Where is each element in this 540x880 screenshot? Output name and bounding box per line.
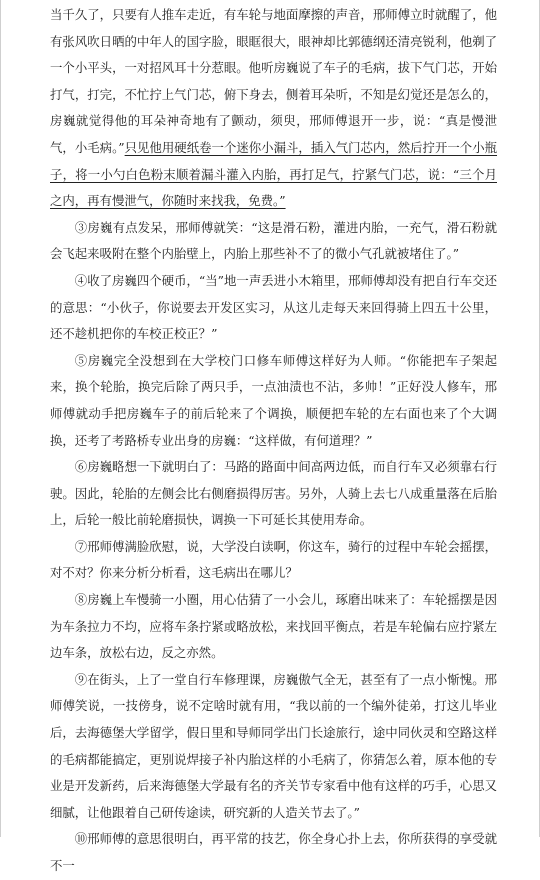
paragraph-3: [50, 215, 497, 268]
paragraph-text: ③房巍有点发呆，邢师傅就笑：“这是滑石粉，灌进内胎，一充气，滑石粉就会飞起来吸附在整个内胎壁上，内胎上那些补不了的微小气孔就被堵住了。”: [50, 219, 497, 262]
paragraph-text: ⑧房巍上车慢骑一小圈，用心估猜了一小会儿，琢磨出味来了：车轮摇摆是因为车条拉力不均，应将车条拧紧或略放松，来找回平衡点，若是车轮偏右应拧紧左边车条，放松右边，反之亦然。: [50, 592, 497, 661]
paragraph-9: [50, 667, 497, 827]
paragraph-8: [50, 587, 497, 667]
paragraph-intro: [50, 2, 497, 215]
paragraph-text: ⑦邢师傅满脸欣慰，说，大学没白读啊，你这车，骑行的过程中车轮会摇摆，对不对？你来分析分析看，这毛病出在哪儿？: [50, 538, 497, 581]
paragraph-text: ⑨在街头，上了一堂自行车修理课，房巍傲气全无，甚至有了一点小惭愧。邢师傅笑说，一技傍身，说不定啥时就有用，“我以前的一个编外徒弟，打这儿毕业后，去海德堡大学留学，假日里和导师同学出门长途旅行，途中同伙灵和空路这样的毛病都能搞定，更别说焊接子补内胎这样的小毛病了，你猜怎么着，原本他的专业是开发新药，后来海德堡大学最有名的齐关节专家看中他有这样的巧手，心思又细腻，让他跟着自己研传途读，研究新的人造关节去了。”: [50, 671, 497, 820]
paragraph-text: ④收了房巍四个硬币，“当”地一声丢进小木箱里，邢师傅却没有把自行车交还的意思：“小伙子，你说要去开发区实习，从这儿走每天来回得骑上四五十公里，还不趁机把你的车校正校正？”: [50, 272, 497, 342]
paragraph-text: 当千久了，只要有人推车走近，有车轮与地面摩擦的声音，邢师傅立时就醒了，他有张风吹日晒的中年人的国字脸，眼眶很大，眼神却比郭德纲还清亮锐利，他剃了一个小平头，一对招风耳十分惹眼。他听房巍说了车子的毛病，拔下气门芯，开始打气，打完，不忙拧上气门芯，俯下身去，侧着耳朵听，不知是幻觉还是怎么的，房巍就觉得他的耳朵神奇地有了颤动，须臾，邢师傅退开一步，说：“真是慢泄气，小毛病。”: [50, 7, 497, 155]
paragraph-6: [50, 454, 497, 534]
paragraph-7: [50, 534, 497, 587]
paragraph-10: [50, 826, 497, 879]
paragraph-text: ⑥房巍略想一下就明白了：马路的路面中间高两边低，而自行车又必须靠右行驶。因此，轮胎的左侧会比右侧磨损得厉害。另外，人骑上去七八成重量落在后胎上，后轮一般比前轮磨损快，调换一下可延长其使用寿命。: [50, 459, 497, 528]
paragraph-text: ⑤房巍完全没想到在大学校门口修车师傅这样好为人师。“你能把车子架起来，换个轮胎，换完后除了两只手，一点油渍也不沾，多帅！”正好没人修车，邢师傅就动手把房巍车子的前后轮来了个调换，顺便把车轮的左右面也来了个大调换，还考了考路桥专业出身的房巍：“这样做，有何道理？”: [50, 352, 497, 448]
document-body: [50, 2, 497, 880]
underlined-passage: 只见他用硬纸卷一个迷你小漏斗，插入气门芯内，然后拧开一个小瓶子，将一小勺白色粉末顺着漏斗灌入内胎，再打足气，拧紧气门芯，说：“三个月之内，再有慢泄气，你随时来找我，免费。”: [50, 139, 498, 209]
paragraph-5: [50, 348, 497, 454]
paragraph-text: ⑩邢师傅的意思很明白，再平常的技艺，你全身心扑上去，你所获得的享受就不一: [50, 831, 497, 873]
paragraph-4: [50, 268, 497, 348]
